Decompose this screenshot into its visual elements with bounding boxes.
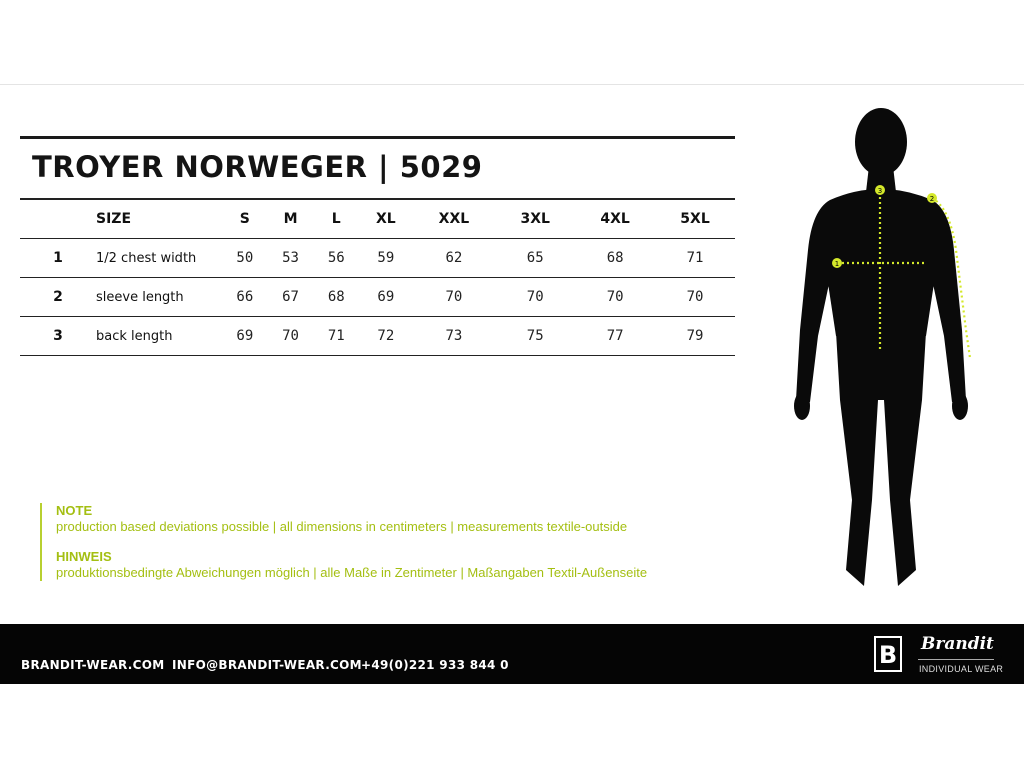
size-table-header-row — [20, 199, 735, 239]
page-title: TROYER NORWEGER | 5029 — [32, 150, 483, 184]
table-cell: 65 — [495, 239, 575, 278]
table-row — [20, 278, 735, 317]
row-label: 1/2 chest width — [96, 239, 222, 278]
marker-3-label: 3 — [877, 187, 883, 195]
hinweis-heading: HINWEIS — [56, 549, 112, 564]
row-number: 1 — [20, 239, 96, 278]
table-cell: 71 — [655, 239, 735, 278]
size-column-header: 3XL — [495, 199, 575, 239]
table-cell: 59 — [359, 239, 412, 278]
table-cell: 67 — [268, 278, 314, 317]
size-column-header: L — [313, 199, 359, 239]
size-column-header: XL — [359, 199, 412, 239]
table-row — [20, 317, 735, 356]
table-cell: 77 — [575, 317, 655, 356]
size-column-header: 5XL — [655, 199, 735, 239]
brandit-logo-icon — [874, 636, 902, 672]
table-cell: 70 — [655, 278, 735, 317]
table-cell: 50 — [222, 239, 268, 278]
row-number: 2 — [20, 278, 96, 317]
email-link[interactable]: INFO@BRANDIT-WEAR.COM — [172, 658, 362, 672]
brand-divider — [918, 659, 994, 660]
table-cell: 68 — [313, 278, 359, 317]
table-cell: 69 — [222, 317, 268, 356]
table-cell: 56 — [313, 239, 359, 278]
notes-block — [40, 503, 726, 581]
table-cell: 66 — [222, 278, 268, 317]
notes-spacer — [56, 535, 726, 549]
hinweis-text: produktionsbedingte Abweichungen möglich | alle Maße in Zentimeter | Maßangaben Textil-Außenseite — [56, 565, 648, 580]
table-cell: 70 — [413, 278, 496, 317]
table-cell: 70 — [495, 278, 575, 317]
row-number: 3 — [20, 317, 96, 356]
marker-2-label: 2 — [929, 195, 935, 203]
size-table — [20, 198, 735, 356]
logo-letter: B — [878, 641, 898, 669]
marker-1 — [832, 258, 842, 268]
table-cell: 70 — [575, 278, 655, 317]
table-row — [20, 239, 735, 278]
website-link[interactable]: BRANDIT-WEAR.COM — [21, 658, 165, 672]
note-heading: NOTE — [56, 503, 93, 518]
title-rule — [20, 136, 735, 139]
measurement-figure — [790, 100, 990, 600]
table-cell: 62 — [413, 239, 496, 278]
table-cell: 68 — [575, 239, 655, 278]
brand-name: Brandit — [921, 634, 994, 654]
table-cell: 70 — [268, 317, 314, 356]
table-cell: 73 — [413, 317, 496, 356]
note-text: production based deviations possible | all dimensions in centimeters | measurements textile-outside — [56, 519, 628, 534]
size-column-header: 4XL — [575, 199, 655, 239]
row-label: back length — [96, 317, 222, 356]
size-column-header: S — [222, 199, 268, 239]
table-cell: 79 — [655, 317, 735, 356]
table-cell: 69 — [359, 278, 412, 317]
marker-3 — [875, 185, 885, 195]
table-cell: 53 — [268, 239, 314, 278]
table-cell: 75 — [495, 317, 575, 356]
brand-tagline: INDIVIDUAL WEAR — [919, 664, 1004, 674]
marker-1-label: 1 — [834, 260, 840, 268]
footer-bar — [0, 624, 1024, 684]
size-column-header: XXL — [413, 199, 496, 239]
size-header-label: SIZE — [96, 199, 222, 239]
phone-number: +49(0)221 933 844 0 — [361, 658, 509, 672]
row-label: sleeve length — [96, 278, 222, 317]
header-empty-cell — [20, 199, 96, 239]
table-cell: 72 — [359, 317, 412, 356]
marker-2 — [927, 193, 937, 203]
table-cell: 71 — [313, 317, 359, 356]
size-column-header: M — [268, 199, 314, 239]
